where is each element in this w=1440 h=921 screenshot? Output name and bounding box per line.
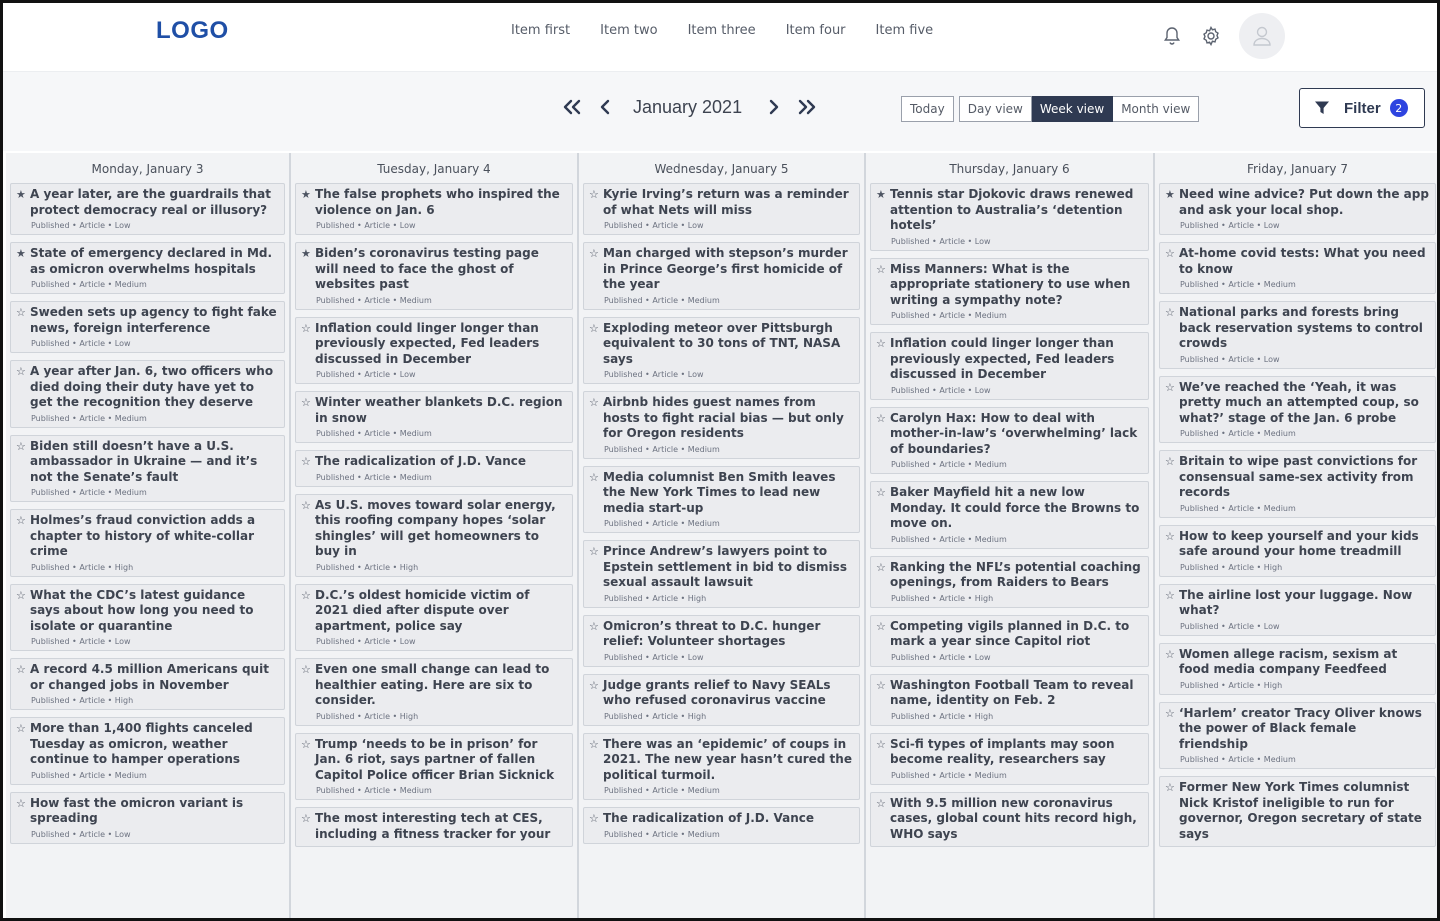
event-title-row <box>876 411 1142 458</box>
event-card[interactable] <box>870 183 1149 251</box>
event-meta: Published • Article • Medium <box>1180 503 1296 513</box>
star-outline-icon[interactable]: ☆ <box>301 498 311 512</box>
event-meta: Published • Article • Low <box>604 370 704 379</box>
star-outline-icon[interactable]: ☆ <box>589 470 599 484</box>
event-title-row <box>589 187 853 218</box>
day-column <box>289 153 577 921</box>
event-title: Competing vigils planned in D.C. to mark a year since Capitol riot <box>890 618 1130 648</box>
event-title-row <box>876 262 1142 309</box>
double-chevron-left-icon[interactable] <box>559 94 585 120</box>
star-outline-icon[interactable]: ☆ <box>301 737 311 751</box>
star-outline-icon[interactable]: ☆ <box>301 455 311 468</box>
event-title: Kyrie Irving’s return was a reminder of what Nets will miss <box>603 187 849 217</box>
day-header: Thursday, January 6 <box>949 162 1070 176</box>
event-meta: Published • Article • Medium <box>604 786 720 795</box>
event-meta: Published • Article • High <box>316 562 419 572</box>
event-card[interactable] <box>10 584 285 652</box>
event-title-row <box>16 513 278 560</box>
user-icon <box>1252 25 1272 47</box>
event-title: There was an ‘epidemic’ of coups in 2021. The new year hasn’t cured the political turmoil. <box>603 736 852 782</box>
star-outline-icon[interactable]: ☆ <box>16 796 26 810</box>
star-outline-icon[interactable]: ☆ <box>876 737 886 751</box>
event-meta: Published • Article • Medium <box>316 472 432 482</box>
star-outline-icon[interactable]: ☆ <box>589 396 599 409</box>
event-meta: Published • Article • Medium <box>604 444 720 454</box>
event-title-row <box>1165 454 1429 501</box>
event-title-row <box>301 187 566 218</box>
event-title-row <box>301 246 566 293</box>
star-outline-icon[interactable]: ☆ <box>301 396 311 409</box>
event-title-row <box>1165 780 1429 842</box>
event-card[interactable] <box>1159 450 1436 518</box>
event-title: At-home covid tests: What you need to know <box>1179 246 1426 276</box>
event-card[interactable] <box>295 494 573 577</box>
today-button[interactable]: Today <box>901 96 954 122</box>
event-meta: Published • Article • Medium <box>604 295 720 305</box>
star-outline-icon[interactable]: ☆ <box>1165 647 1175 661</box>
event-card[interactable] <box>1159 301 1436 369</box>
star-filled-icon[interactable]: ★ <box>301 247 311 260</box>
day-column <box>577 153 864 921</box>
filter-icon <box>1314 100 1330 116</box>
event-card[interactable] <box>295 183 573 235</box>
star-outline-icon[interactable]: ☆ <box>1165 455 1175 468</box>
event-title-row <box>876 678 1142 709</box>
star-outline-icon[interactable]: ☆ <box>16 588 26 602</box>
star-outline-icon[interactable]: ☆ <box>1165 247 1175 260</box>
star-outline-icon[interactable]: ☆ <box>301 812 311 825</box>
star-outline-icon[interactable]: ☆ <box>16 365 26 378</box>
event-meta: Published • Article • Low <box>31 637 131 646</box>
event-meta: Published • Article • Medium <box>31 280 147 289</box>
event-title-row <box>16 721 278 768</box>
event-title-row <box>301 737 566 784</box>
event-title: D.C.’s oldest homicide victim of 2021 died after dispute over apartment, police say <box>315 587 530 633</box>
event-card[interactable] <box>10 301 285 353</box>
star-outline-icon[interactable]: ☆ <box>876 411 886 425</box>
day-column <box>864 153 1153 921</box>
star-outline-icon[interactable]: ☆ <box>301 588 311 602</box>
day-header: Friday, January 7 <box>1247 162 1348 176</box>
event-meta: Published • Article • Low <box>316 637 416 646</box>
event-meta: Published • Article • Low <box>604 652 704 662</box>
star-outline-icon[interactable]: ☆ <box>1165 380 1175 394</box>
event-card[interactable] <box>870 332 1149 400</box>
star-filled-icon[interactable]: ★ <box>876 188 886 201</box>
event-card[interactable] <box>870 615 1149 667</box>
event-title-row <box>16 305 278 336</box>
event-meta: Published • Article • High <box>31 562 134 572</box>
event-card[interactable] <box>1159 702 1436 770</box>
event-card[interactable] <box>583 674 860 726</box>
event-meta: Published • Article • Low <box>31 221 131 230</box>
event-title: Ranking the NFL’s potential coaching openings, from Raiders to Bears <box>890 559 1141 589</box>
star-outline-icon[interactable]: ☆ <box>589 678 599 692</box>
event-title-row <box>16 187 278 218</box>
star-outline-icon[interactable]: ☆ <box>589 188 599 201</box>
event-title: With 9.5 million new coronavirus cases, global count hits record high, WHO says <box>890 795 1137 841</box>
nav-item-first[interactable]: Item first <box>511 23 571 38</box>
event-card[interactable] <box>1159 242 1436 294</box>
star-outline-icon[interactable]: ☆ <box>16 306 26 319</box>
event-title: A year later, are the guardrails that protect democracy real or illusory? <box>30 187 271 217</box>
event-meta: Published • Article • High <box>604 593 707 603</box>
double-chevron-right-icon[interactable] <box>794 94 820 120</box>
star-outline-icon[interactable]: ☆ <box>876 337 886 350</box>
event-title-row <box>589 737 853 784</box>
event-title: Airbnb hides guest names from hosts to fight racial bias — but only for Oregon residents <box>603 395 844 440</box>
star-filled-icon[interactable]: ★ <box>301 188 311 201</box>
event-title-row <box>301 811 566 842</box>
event-title: State of emergency declared in Md. as omicron overwhelms hospitals <box>30 246 273 276</box>
event-title-row <box>1165 380 1429 427</box>
event-meta: Published • Article • Low <box>1180 621 1280 631</box>
star-outline-icon[interactable]: ☆ <box>589 619 599 633</box>
star-filled-icon[interactable]: ★ <box>16 188 26 201</box>
event-title-row <box>876 796 1142 843</box>
event-title: The radicalization of J.D. Vance <box>315 454 526 468</box>
event-title-row <box>301 395 566 426</box>
event-meta: Published • Article • High <box>31 696 134 705</box>
event-title-row <box>876 187 1142 234</box>
star-outline-icon[interactable]: ☆ <box>16 514 26 527</box>
view-switcher <box>901 96 1199 122</box>
star-outline-icon[interactable]: ☆ <box>589 247 599 260</box>
event-meta: Published • Article • Low <box>1180 221 1280 230</box>
star-filled-icon[interactable]: ★ <box>1165 188 1175 201</box>
gear-icon[interactable] <box>1200 25 1222 47</box>
event-meta: Published • Article • Medium <box>891 534 1007 544</box>
event-meta: Published • Article • High <box>891 593 994 603</box>
event-title: The radicalization of J.D. Vance <box>603 811 814 825</box>
nav-item-four[interactable]: Item four <box>785 23 846 38</box>
event-card[interactable] <box>1159 584 1436 636</box>
event-meta: Published • Article • Low <box>316 221 416 230</box>
event-title: Judge grants relief to Navy SEALs who refused coronavirus vaccine <box>603 677 831 707</box>
event-card[interactable] <box>10 435 285 503</box>
nav-item-two[interactable]: Item two <box>600 23 658 38</box>
star-outline-icon[interactable]: ☆ <box>876 678 886 692</box>
event-meta: Published • Article • Low <box>891 652 991 662</box>
event-title: Man charged with stepson’s murder in Prince George’s first homicide of the year <box>603 246 848 291</box>
event-meta: Published • Article • Low <box>1180 354 1280 364</box>
event-title: Inflation could linger longer than previously expected, Fed leaders discussed in December <box>315 320 540 366</box>
event-title-row <box>876 560 1142 591</box>
event-title-row <box>301 321 566 368</box>
event-meta: Published • Article • Medium <box>316 295 432 305</box>
star-outline-icon[interactable]: ☆ <box>876 486 886 499</box>
event-title: Biden’s coronavirus testing page will need to face the ghost of websites past <box>315 246 539 291</box>
event-title: Tennis star Djokovic draws renewed attention to Australia’s ‘detention hotels’ <box>890 187 1134 232</box>
event-title: How fast the omicron variant is spreading <box>30 795 244 825</box>
event-card[interactable] <box>295 807 573 847</box>
event-card[interactable] <box>870 674 1149 726</box>
event-card[interactable] <box>583 242 860 310</box>
event-meta: Published • Article • Low <box>891 385 991 395</box>
event-card[interactable] <box>10 183 285 235</box>
calendar-toolbar <box>3 71 1437 151</box>
top-navigation <box>3 3 1437 71</box>
event-title-row <box>301 454 566 470</box>
star-outline-icon[interactable]: ☆ <box>1165 706 1175 720</box>
star-outline-icon[interactable]: ☆ <box>876 560 886 574</box>
event-title: Former New York Times columnist Nick Kristof ineligible to run for governor, Oregon secretary of state says <box>1179 780 1422 841</box>
event-card[interactable] <box>583 615 860 667</box>
star-filled-icon[interactable]: ★ <box>16 247 26 260</box>
event-card[interactable] <box>10 792 285 844</box>
event-meta: Published • Article • Low <box>891 236 991 246</box>
event-card[interactable] <box>583 807 860 844</box>
event-card[interactable] <box>583 391 860 459</box>
star-outline-icon[interactable]: ☆ <box>589 812 599 825</box>
star-outline-icon[interactable]: ☆ <box>1165 588 1175 602</box>
event-title-row <box>301 498 566 560</box>
event-title: Trump ‘needs to be in prison’ for Jan. 6 riot, says partner of fallen Capitol Police officer Brian Sicknick <box>315 736 555 782</box>
event-title: Media columnist Ben Smith leaves the New York Times to lead new media start-up <box>603 469 836 515</box>
event-card[interactable] <box>295 733 573 801</box>
event-meta: Published • Article • Medium <box>31 770 147 780</box>
event-title: How to keep yourself and your kids safe around your home treadmill <box>1179 528 1419 558</box>
event-title-row <box>589 811 853 827</box>
event-title-row <box>301 588 566 635</box>
event-title: We’ve reached the ‘Yeah, it was pretty much an attempted coup, so what?’ stage of the Jan. 6 probe <box>1179 379 1419 425</box>
star-outline-icon[interactable]: ☆ <box>16 439 26 453</box>
event-card[interactable] <box>583 183 860 235</box>
event-title-row <box>301 662 566 709</box>
event-meta: Published • Article • High <box>1180 680 1283 690</box>
event-meta: Published • Article • Medium <box>31 488 147 497</box>
star-outline-icon[interactable]: ☆ <box>876 619 886 633</box>
event-card[interactable] <box>10 658 285 710</box>
event-title-row <box>589 395 853 442</box>
event-meta: Published • Article • Medium <box>604 829 720 839</box>
event-title: Even one small change can lead to healthier eating. Here are six to consider. <box>315 662 550 707</box>
event-card[interactable] <box>583 540 860 608</box>
star-outline-icon[interactable]: ☆ <box>589 545 599 558</box>
event-title-row <box>1165 647 1429 678</box>
event-title: The airline lost your luggage. Now what? <box>1179 587 1413 617</box>
day-column <box>1153 153 1440 921</box>
event-card[interactable] <box>10 717 285 785</box>
event-title-row <box>589 470 853 517</box>
event-title: Washington Football Team to reveal name, identity on Feb. 2 <box>890 677 1134 707</box>
event-meta: Published • Article • Low <box>31 339 131 348</box>
event-title-row <box>16 364 278 411</box>
event-title-row <box>1165 588 1429 619</box>
star-outline-icon[interactable]: ☆ <box>589 737 599 751</box>
event-title: National parks and forests bring back reservation systems to control crowds <box>1179 305 1423 350</box>
event-title-row <box>1165 305 1429 352</box>
event-meta: Published • Article • Low <box>31 829 131 839</box>
event-meta: Published • Article • High <box>316 711 419 721</box>
avatar[interactable] <box>1239 13 1285 59</box>
event-meta: Published • Article • Medium <box>1180 280 1296 289</box>
star-outline-icon[interactable]: ☆ <box>301 321 311 335</box>
event-title: Exploding meteor over Pittsburgh equivalent to 30 tons of TNT, NASA says <box>603 320 841 366</box>
event-card[interactable] <box>295 317 573 385</box>
event-card[interactable] <box>870 481 1149 549</box>
event-meta: Published • Article • Medium <box>1180 755 1296 764</box>
nav-item-three[interactable]: Item three <box>687 23 756 38</box>
chevron-right-icon[interactable] <box>760 94 786 120</box>
day-header: Wednesday, January 5 <box>654 162 789 176</box>
event-title-row <box>589 321 853 368</box>
event-card[interactable] <box>10 360 285 428</box>
top-icons <box>1161 13 1285 59</box>
event-meta: Published • Article • Medium <box>31 413 147 423</box>
event-meta: Published • Article • Low <box>604 221 704 230</box>
event-title: The most interesting tech at CES, including a fitness tracker for your <box>315 811 551 841</box>
event-card[interactable] <box>295 450 573 487</box>
event-title: Carolyn Hax: How to deal with mother-in-law’s ‘overwhelming’ lack of boundaries? <box>890 410 1138 456</box>
event-title: Inflation could linger longer than previously expected, Fed leaders discussed in December <box>890 336 1115 381</box>
bell-icon[interactable] <box>1161 25 1183 47</box>
day-header: Tuesday, January 4 <box>377 162 491 176</box>
event-title-row <box>16 796 278 827</box>
star-outline-icon[interactable]: ☆ <box>301 663 311 676</box>
filter-count-badge: 2 <box>1390 99 1408 117</box>
event-card[interactable] <box>870 733 1149 785</box>
event-card[interactable] <box>583 466 860 534</box>
event-title-row <box>16 439 278 486</box>
event-meta: Published • Article • Medium <box>316 429 432 438</box>
event-card[interactable] <box>295 242 573 310</box>
event-title-row <box>589 619 853 650</box>
event-card[interactable] <box>1159 776 1436 847</box>
event-card[interactable] <box>295 584 573 652</box>
star-outline-icon[interactable]: ☆ <box>16 722 26 735</box>
event-card[interactable] <box>583 733 860 801</box>
event-meta: Published • Article • High <box>604 711 707 721</box>
week-view-button[interactable]: Week view <box>1032 96 1113 122</box>
event-title-row <box>876 737 1142 768</box>
event-card[interactable] <box>10 242 285 294</box>
filter-button[interactable] <box>1299 88 1425 128</box>
event-title: Need wine advice? Put down the app and ask your local shop. <box>1179 187 1429 217</box>
event-card[interactable] <box>1159 643 1436 695</box>
event-card[interactable] <box>583 317 860 385</box>
event-title: Omicron’s threat to D.C. hunger relief: Volunteer shortages <box>603 618 821 648</box>
event-title-row <box>1165 246 1429 277</box>
star-outline-icon[interactable]: ☆ <box>1165 781 1175 794</box>
event-card[interactable] <box>10 509 285 577</box>
event-title-row <box>1165 529 1429 560</box>
event-title-row <box>1165 187 1429 218</box>
main-nav <box>511 23 963 38</box>
month-view-button[interactable]: Month view <box>1113 96 1199 122</box>
event-title-row <box>876 336 1142 383</box>
nav-item-five[interactable]: Item five <box>875 23 934 38</box>
event-title: Prince Andrew’s lawyers point to Epstein settlement in bid to dismiss sexual assault lawsuit <box>603 544 847 589</box>
day-column <box>6 153 289 921</box>
event-card[interactable] <box>1159 183 1436 235</box>
event-meta: Published • Article • Medium <box>891 311 1007 320</box>
event-card[interactable] <box>870 407 1149 475</box>
event-title: Sweden sets up agency to fight fake news, foreign interference <box>30 305 277 335</box>
event-title: Women allege racism, sexism at food media company Feedfeed <box>1179 646 1398 676</box>
event-title: As U.S. moves toward solar energy, this roofing company hopes ‘solar shingles’ will get homeowners to buy in <box>315 497 556 558</box>
event-meta: Published • Article • Medium <box>604 519 720 528</box>
event-meta: Published • Article • Medium <box>316 786 432 795</box>
event-title: What the CDC’s latest guidance says about how long you need to isolate or quarantine <box>30 587 254 633</box>
date-navigation <box>559 94 820 120</box>
event-title: Holmes’s fraud conviction adds a chapter to history of white-collar crime <box>30 513 256 558</box>
event-card[interactable] <box>870 258 1149 326</box>
event-title-row <box>1165 706 1429 753</box>
logo[interactable]: LOGO <box>156 17 229 44</box>
event-title-row <box>589 678 853 709</box>
event-title: Baker Mayfield hit a new low Monday. It could force the Browns to move on. <box>890 485 1140 530</box>
event-meta: Published • Article • Low <box>316 370 416 379</box>
event-title: Sci-fi types of implants may soon become reality, researchers say <box>890 736 1115 766</box>
event-title-row <box>876 485 1142 532</box>
event-meta: Published • Article • Medium <box>1180 429 1296 438</box>
star-outline-icon[interactable]: ☆ <box>1165 529 1175 543</box>
star-outline-icon[interactable]: ☆ <box>16 663 26 676</box>
event-card[interactable] <box>295 658 573 726</box>
event-meta: Published • Article • Medium <box>891 770 1007 780</box>
event-card[interactable] <box>870 556 1149 608</box>
event-meta: Published • Article • Medium <box>891 460 1007 469</box>
event-card[interactable] <box>870 792 1149 848</box>
event-title: A record 4.5 million Americans quit or changed jobs in November <box>30 662 269 692</box>
week-grid <box>6 153 1440 921</box>
star-outline-icon[interactable]: ☆ <box>1165 306 1175 319</box>
event-title: Britain to wipe past convictions for consensual same-sex activity from records <box>1179 454 1418 499</box>
event-meta: Published • Article • High <box>891 711 994 721</box>
event-title: A year after Jan. 6, two officers who died doing their duty have yet to get the recognition they deserve <box>30 364 274 409</box>
event-title: ‘Harlem’ creator Tracy Oliver knows the power of Black female friendship <box>1179 705 1422 751</box>
event-title: More than 1,400 flights canceled Tuesday as omicron, weather continue to hamper operations <box>30 721 253 766</box>
event-title-row <box>16 662 278 693</box>
event-title-row <box>16 588 278 635</box>
chevron-left-icon[interactable] <box>593 94 619 120</box>
day-header: Monday, January 3 <box>91 162 204 176</box>
event-title-row <box>589 246 853 293</box>
event-title-row <box>589 544 853 591</box>
event-title: The false prophets who inspired the violence on Jan. 6 <box>315 187 560 217</box>
event-card[interactable] <box>1159 376 1436 444</box>
event-card[interactable] <box>1159 525 1436 577</box>
star-outline-icon[interactable]: ☆ <box>589 321 599 335</box>
event-card[interactable] <box>295 391 573 443</box>
event-meta: Published • Article • High <box>1180 562 1283 572</box>
month-label: January 2021 <box>633 96 743 117</box>
event-title: Miss Manners: What is the appropriate stationery to use when writing a sympathy note? <box>890 261 1131 307</box>
day-view-button[interactable]: Day view <box>959 96 1032 122</box>
filter-label: Filter <box>1344 99 1381 117</box>
event-title: Biden still doesn’t have a U.S. ambassador in Ukraine — and it’s not the Senate’s fault <box>30 438 258 484</box>
event-title-row <box>876 619 1142 650</box>
event-title-row <box>16 246 278 277</box>
star-outline-icon[interactable]: ☆ <box>876 796 886 810</box>
star-outline-icon[interactable]: ☆ <box>876 262 886 276</box>
event-title: Winter weather blankets D.C. region in snow <box>315 395 563 425</box>
